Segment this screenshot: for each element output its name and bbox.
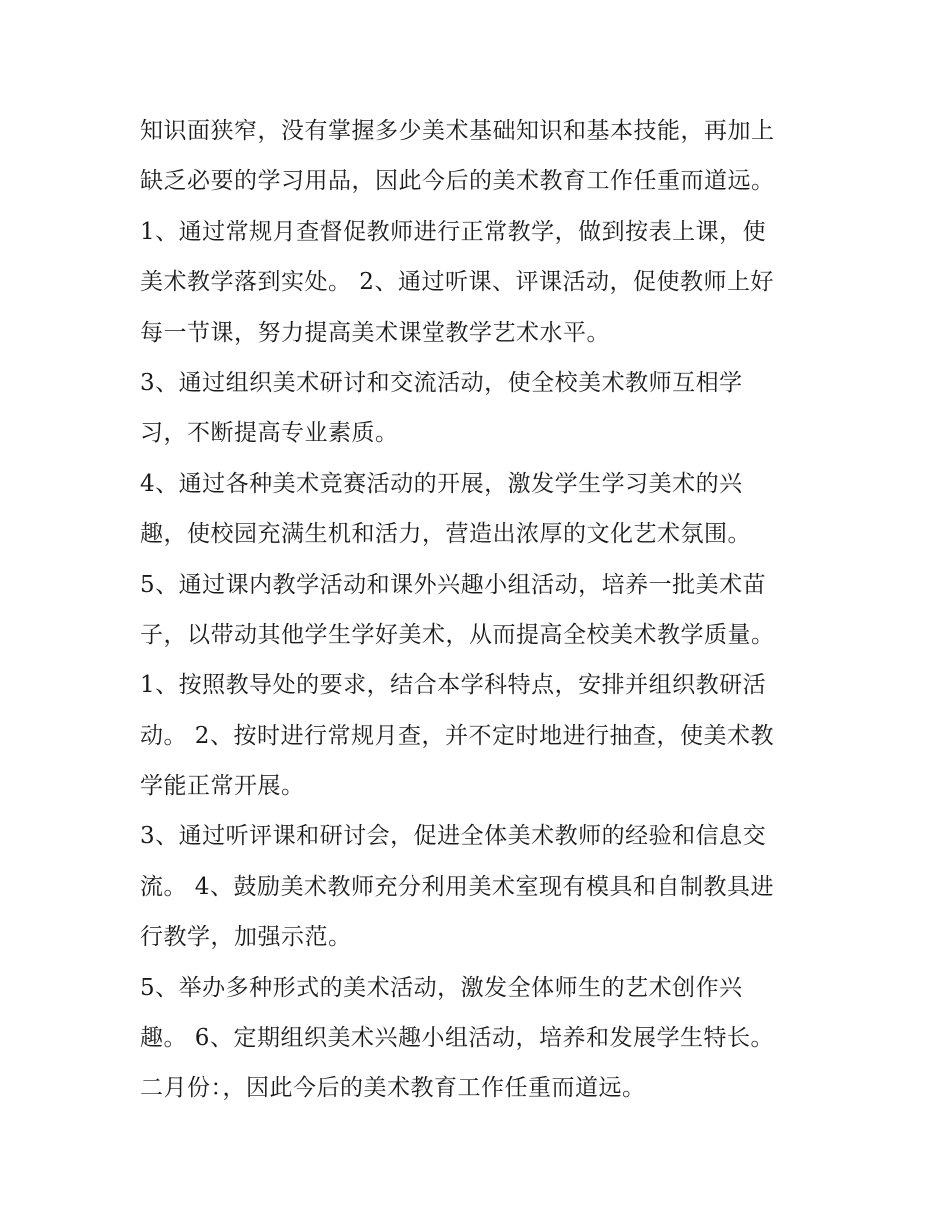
text-line: 知识面狭窄，没有掌握多少美术基础知识和基本技能，再加上 [140, 118, 775, 144]
text-line: 5、举办多种形式的美术活动，激发全体师生的艺术创作兴 [140, 974, 743, 1001]
text-line: 美术教学落到实处。 2、通过听课、评课活动，促使教师上好 [140, 269, 774, 296]
text-line: 子，以带动其他学生学好美术，从而提高全校美术教学质量。 [140, 621, 775, 648]
text-line: 3、通过听评课和研讨会，促进全体美术教师的经验和信息交 [140, 823, 767, 850]
text-line: 二月份：，因此今后的美术教育工作任重而道远。 [140, 1075, 646, 1102]
text-line: 3、通过组织美术研讨和交流活动，使全校美术教师互相学 [140, 369, 743, 396]
text-line: 缺乏必要的学习用品，因此今后的美术教育工作任重而道远。 [140, 168, 775, 195]
text-line: 每一节课，努力提高美术课堂教学艺术水平。 [140, 319, 610, 346]
text-line: 1、按照教导处的要求，结合本学科特点，安排并组织教研活 [140, 672, 767, 699]
text-line: 趣，使校园充满生机和活力，营造出浓厚的文化艺术氛围。 [140, 521, 751, 548]
document-body [140, 106, 840, 1114]
text-line: 习，不断提高专业素质。 [140, 420, 399, 447]
text-line: 学能正常开展。 [140, 773, 305, 800]
text-line: 行教学，加强示范。 [140, 924, 352, 951]
text-line: 趣。 6、定期组织美术兴趣小组活动，培养和发展学生特长。 [140, 1025, 774, 1052]
text-line: 动。 2、按时进行常规月查，并不定时地进行抽查，使美术教 [140, 722, 774, 749]
text-line: 1、通过常规月查督促教师进行正常教学，做到按表上课，使 [140, 218, 767, 245]
text-line: 4、通过各种美术竞赛活动的开展，激发学生学习美术的兴 [140, 470, 743, 497]
text-line: 5、通过课内教学活动和课外兴趣小组活动，培养一批美术苗 [140, 571, 767, 598]
text-line: 流。 4、鼓励美术教师充分利用美术室现有模具和自制教具进 [140, 873, 774, 900]
